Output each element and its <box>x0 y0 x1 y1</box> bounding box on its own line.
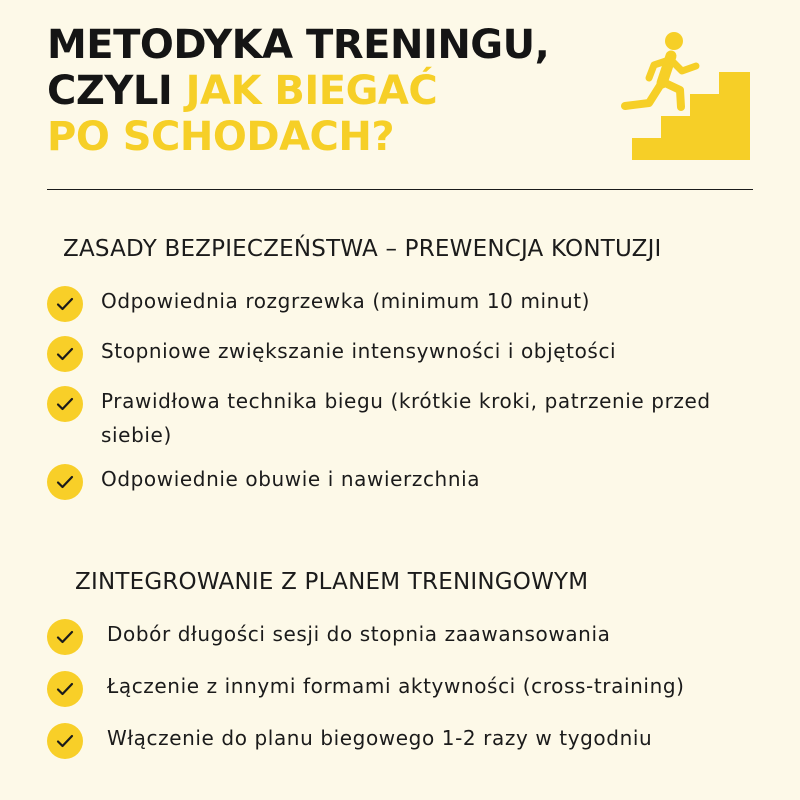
title-line-2-dark: CZYLI <box>47 68 186 114</box>
list-item <box>47 338 767 372</box>
safety-list <box>47 288 767 500</box>
title-line-3-highlight: PO SCHODACH? <box>47 114 395 160</box>
safety-section <box>47 232 767 516</box>
title-line-2-highlight: JAK BIEGAĆ <box>185 68 438 114</box>
list-item-text: Odpowiednia rozgrzewka (minimum 10 minut) <box>101 289 591 313</box>
header-divider <box>47 189 753 190</box>
list-item <box>47 725 767 759</box>
safety-section-title: ZASADY BEZPIECZEŃSTWA – PREWENCJA KONTUZJI <box>63 236 662 262</box>
integration-section-title: ZINTEGROWANIE Z PLANEM TRENINGOWYM <box>75 569 589 595</box>
list-item-text: Włączenie do planu biegowego 1-2 razy w tygodniu <box>107 726 653 750</box>
list-item-text: Łączenie z innymi formami aktywności (cross-training) <box>107 674 685 698</box>
checkmark-icon <box>47 464 83 500</box>
runner-front-arm <box>670 59 696 71</box>
stairs-shape <box>632 72 750 160</box>
page-title <box>47 22 587 160</box>
integration-section <box>47 565 767 777</box>
runner-head <box>665 32 683 50</box>
list-item-text: Stopniowe zwiększanie intensywności i objętości <box>101 339 617 363</box>
list-item <box>47 673 767 707</box>
list-item-text: Dobór długości sesji do stopnia zaawansowania <box>107 622 611 646</box>
list-item <box>47 388 767 452</box>
list-item <box>47 466 767 500</box>
checkmark-icon <box>47 336 83 372</box>
header <box>47 22 587 160</box>
list-item-text: Prawidłowa technika biegu (krótkie kroki, patrzenie przed siebie) <box>101 389 711 447</box>
person-running-up-stairs-icon <box>618 26 754 162</box>
checkmark-icon <box>47 723 83 759</box>
checkmark-icon <box>47 671 83 707</box>
list-item-text: Odpowiednie obuwie i nawierzchnia <box>101 467 481 491</box>
runner-back-leg <box>625 84 661 106</box>
list-item <box>47 621 767 655</box>
checkmark-icon <box>47 286 83 322</box>
checkmark-icon <box>47 386 83 422</box>
title-line-1: METODYKA TRENINGU, <box>47 22 550 68</box>
checkmark-icon <box>47 619 83 655</box>
integration-list <box>47 621 767 759</box>
runner-front-leg <box>663 82 681 107</box>
list-item <box>47 288 767 322</box>
